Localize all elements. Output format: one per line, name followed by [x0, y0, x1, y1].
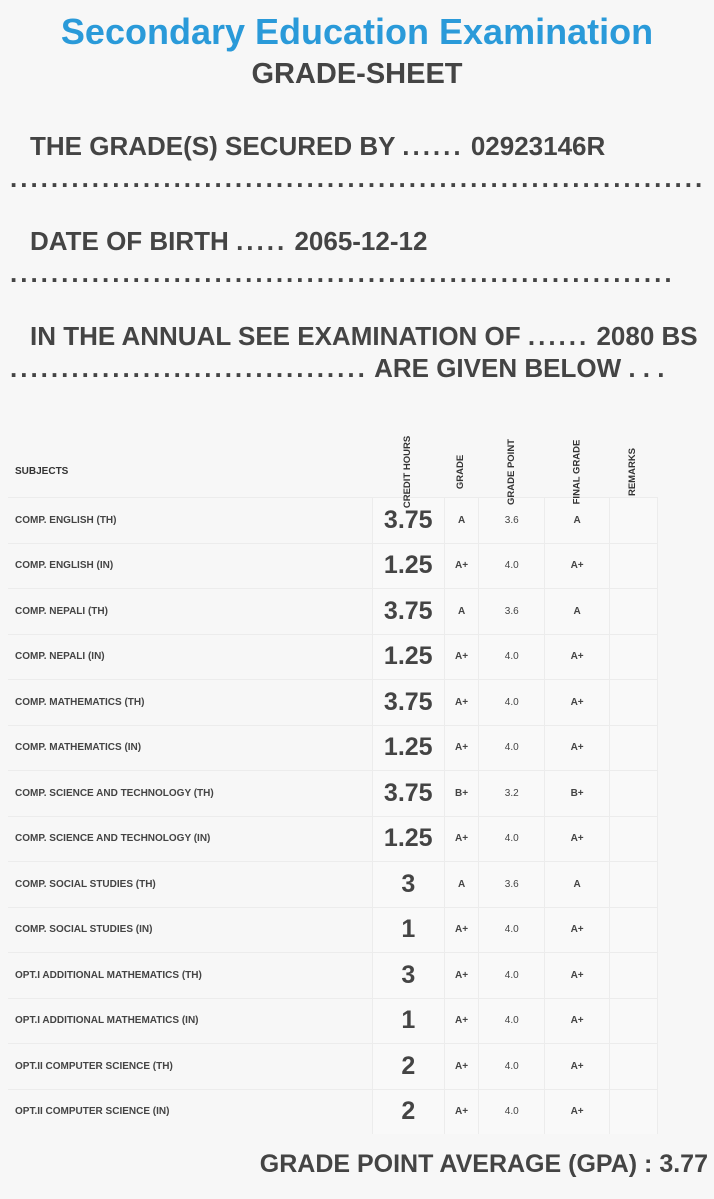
credit-hours-cell: 1.25: [372, 634, 444, 680]
credit-hours-cell: 3: [372, 862, 444, 908]
table-row: [8, 953, 658, 999]
table-row: [8, 680, 658, 726]
grade-point-cell: 3.2: [479, 771, 545, 817]
grade-table: [8, 435, 658, 1134]
table-row: [8, 634, 658, 680]
given-below-text: ARE GIVEN BELOW . . .: [374, 353, 665, 383]
subjects-header: SUBJECTS: [15, 465, 69, 477]
grade-cell: A: [444, 862, 478, 908]
grade-table-body: [8, 498, 658, 1135]
subject-cell: COMP. SOCIAL STUDIES (IN): [8, 907, 372, 953]
grade-point-header: GRADE POINT: [505, 438, 517, 505]
grade-header: GRADE: [455, 454, 467, 489]
grade-point-cell: 3.6: [479, 862, 545, 908]
final-grade-cell: A+: [545, 907, 610, 953]
grade-cell: A+: [444, 543, 478, 589]
table-header-row: [8, 445, 658, 498]
final-grade-cell: A+: [545, 680, 610, 726]
gpa-value: 3.77: [659, 1150, 708, 1178]
final-grade-cell: B+: [545, 771, 610, 817]
dob-line: DATE OF BIRTH ..... 2065-12-12 .................................................................: [10, 226, 675, 288]
secured-by-line: THE GRADE(S) SECURED BY ...... 02923146R ....................................................................: [10, 131, 706, 193]
final-grade-cell: A+: [545, 1044, 610, 1090]
grade-cell: A+: [444, 953, 478, 999]
table-row: [8, 1089, 658, 1134]
grade-point-cell: 4.0: [479, 907, 545, 953]
final-grade-cell: A+: [545, 1089, 610, 1134]
table-row: [8, 862, 658, 908]
final-grade-cell: A+: [545, 634, 610, 680]
table-row: [8, 1044, 658, 1090]
grade-point-cell: 4.0: [479, 1044, 545, 1090]
remarks-cell: [609, 998, 657, 1044]
table-row: [8, 816, 658, 862]
final-grade-cell: A: [545, 589, 610, 635]
credit-hours-cell: 3.75: [372, 498, 444, 544]
final-grade-cell: A+: [545, 816, 610, 862]
subject-cell: OPT.I ADDITIONAL MATHEMATICS (TH): [8, 953, 372, 999]
table-row: [8, 725, 658, 771]
credit-hours-header: CREDIT HOURS: [402, 435, 414, 508]
credit-hours-cell: 3.75: [372, 589, 444, 635]
grade-cell: A+: [444, 1044, 478, 1090]
subject-cell: COMP. MATHEMATICS (IN): [8, 725, 372, 771]
final-grade-header: FINAL GRADE: [571, 439, 583, 504]
remarks-cell: [609, 543, 657, 589]
grade-point-cell: 4.0: [479, 816, 545, 862]
grade-cell: A+: [444, 680, 478, 726]
table-row: [8, 907, 658, 953]
grade-cell: A+: [444, 907, 478, 953]
credit-hours-cell: 1.25: [372, 725, 444, 771]
credit-hours-cell: 1.25: [372, 816, 444, 862]
table-row: [8, 998, 658, 1044]
credit-hours-cell: 3.75: [372, 680, 444, 726]
grade-cell: A: [444, 498, 478, 544]
final-grade-cell: A+: [545, 998, 610, 1044]
credit-hours-cell: 2: [372, 1044, 444, 1090]
grade-cell: A+: [444, 1089, 478, 1134]
grade-point-cell: 3.6: [479, 589, 545, 635]
grade-point-cell: 4.0: [479, 953, 545, 999]
symbol-number: 02923146R: [470, 131, 606, 161]
secured-by-label: THE GRADE(S) SECURED BY: [30, 131, 396, 161]
subject-cell: OPT.I ADDITIONAL MATHEMATICS (IN): [8, 998, 372, 1044]
grade-cell: A: [444, 589, 478, 635]
final-grade-cell: A+: [545, 543, 610, 589]
grade-point-cell: 4.0: [479, 998, 545, 1044]
table-row: [8, 589, 658, 635]
remarks-cell: [609, 634, 657, 680]
exam-line: IN THE ANNUAL SEE EXAMINATION OF ...... 2080 BS ................................... ARE GIVEN BELOW . . .: [10, 321, 698, 383]
remarks-cell: [609, 498, 657, 544]
grade-cell: B+: [444, 771, 478, 817]
credit-hours-cell: 1: [372, 907, 444, 953]
subject-cell: COMP. ENGLISH (IN): [8, 543, 372, 589]
remarks-cell: [609, 771, 657, 817]
credit-hours-cell: 2: [372, 1089, 444, 1134]
remarks-header: REMARKS: [627, 447, 639, 496]
grade-cell: A+: [444, 634, 478, 680]
credit-hours-cell: 1.25: [372, 543, 444, 589]
grade-point-cell: 4.0: [479, 543, 545, 589]
subject-cell: COMP. NEPALI (TH): [8, 589, 372, 635]
gpa-label: GRADE POINT AVERAGE (GPA) :: [259, 1150, 660, 1178]
remarks-cell: [609, 589, 657, 635]
remarks-cell: [609, 1044, 657, 1090]
subject-cell: COMP. MATHEMATICS (TH): [8, 680, 372, 726]
credit-hours-cell: 3: [372, 953, 444, 999]
grade-point-cell: 4.0: [479, 1089, 545, 1134]
final-grade-cell: A+: [545, 725, 610, 771]
subject-cell: OPT.II COMPUTER SCIENCE (TH): [8, 1044, 372, 1090]
remarks-cell: [609, 907, 657, 953]
grade-point-cell: 4.0: [479, 634, 545, 680]
table-row: [8, 498, 658, 544]
credit-hours-cell: 1: [372, 998, 444, 1044]
table-row: [8, 543, 658, 589]
final-grade-cell: A+: [545, 953, 610, 999]
subject-cell: COMP. SCIENCE AND TECHNOLOGY (TH): [8, 771, 372, 817]
grade-point-cell: 4.0: [479, 680, 545, 726]
subject-cell: COMP. SCIENCE AND TECHNOLOGY (IN): [8, 816, 372, 862]
subject-cell: COMP. SOCIAL STUDIES (TH): [8, 862, 372, 908]
subject-cell: COMP. ENGLISH (TH): [8, 498, 372, 544]
remarks-cell: [609, 1089, 657, 1134]
remarks-cell: [609, 725, 657, 771]
grade-point-cell: 4.0: [479, 725, 545, 771]
remarks-cell: [609, 816, 657, 862]
grade-cell: A+: [444, 725, 478, 771]
table-row: [8, 771, 658, 817]
grade-cell: A+: [444, 816, 478, 862]
grade-sheet-heading: GRADE-SHEET: [251, 58, 463, 90]
exam-year: 2080 BS: [596, 321, 698, 351]
final-grade-cell: A: [545, 862, 610, 908]
dob-value: 2065-12-12: [294, 226, 428, 256]
credit-hours-cell: 3.75: [372, 771, 444, 817]
exam-label: IN THE ANNUAL SEE EXAMINATION OF: [30, 321, 521, 351]
final-grade-cell: A: [545, 498, 610, 544]
grade-cell: A+: [444, 998, 478, 1044]
subject-cell: COMP. NEPALI (IN): [8, 634, 372, 680]
exam-title: Secondary Education Examination: [60, 11, 654, 52]
subject-cell: OPT.II COMPUTER SCIENCE (IN): [8, 1089, 372, 1134]
remarks-cell: [609, 862, 657, 908]
gpa-line: [260, 1150, 708, 1179]
grade-point-cell: 3.6: [479, 498, 545, 544]
dob-label: DATE OF BIRTH: [30, 226, 229, 256]
remarks-cell: [609, 680, 657, 726]
remarks-cell: [609, 953, 657, 999]
